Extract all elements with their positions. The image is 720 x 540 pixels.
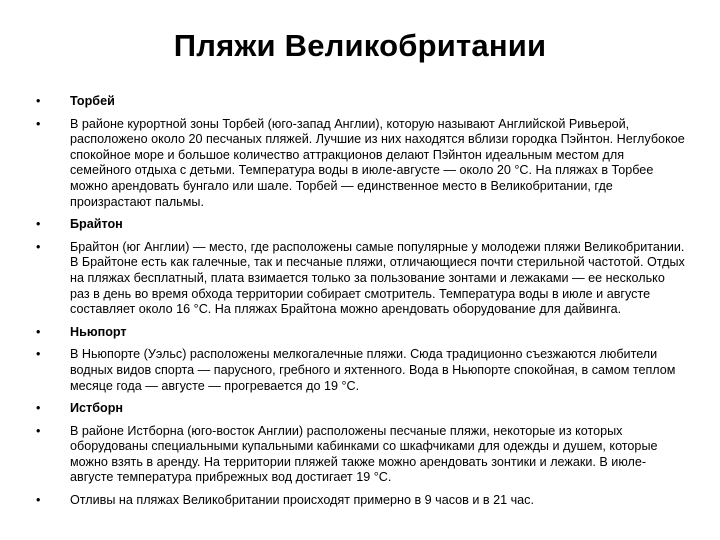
bullet-icon: • [36, 401, 41, 416]
bullet-item-brighton-heading [36, 217, 686, 233]
bullet-icon: • [36, 94, 41, 108]
bullet-item-torbay-heading [36, 94, 686, 110]
bullet-list [36, 94, 686, 516]
bullet-icon: • [36, 347, 41, 362]
bullet-text: Ньюпорт [70, 324, 127, 339]
bullet-item-brighton-description [36, 240, 686, 318]
bullet-text: Торбей [70, 94, 115, 108]
slide-title: Пляжи Великобритании [173, 28, 547, 63]
bullet-item-tides [36, 493, 686, 509]
bullet-icon: • [36, 423, 41, 438]
bullet-icon: • [36, 217, 41, 232]
bullet-text: Истборн [70, 401, 123, 416]
bullet-icon: • [36, 239, 41, 254]
bullet-icon: • [36, 116, 41, 131]
bullet-text: В районе Истборна (юго-восток Англии) расположены песчаные пляжи, некоторые из которых оборудованы специальными купальными кабинками со шкафчиками для одежды и душем, которые можно взять в аренду. На территории пляжей также можно арендовать зонтики и лежаки. В июле-августе температура прибрежных вод достигает 19 °С. [70, 423, 658, 485]
bullet-text: Отливы на пляжах Великобритании происходят примерно в 9 часов и в 21 час. [70, 493, 534, 508]
bullet-item-newport-description [36, 347, 686, 394]
bullet-item-eastbourne-description [36, 424, 686, 486]
bullet-icon: • [36, 324, 41, 339]
bullet-item-torbay-description [36, 117, 686, 211]
bullet-item-eastbourne-heading [36, 401, 686, 417]
bullet-text: Брайтон [70, 217, 123, 232]
bullet-text: В Ньюпорте (Уэльс) расположены мелкогалечные пляжи. Сюда традиционно съезжаются любители водных видов спорта — парусного, гребного и яхтенного. Вода в Ньюпорте спокойная, в самом теплом месяце года — августе — прогревается до 19 °С. [70, 347, 676, 393]
bullet-text: В районе курортной зоны Торбей (юго-запад Англии), которую называют Английской Ривьерой, расположено около 20 песчаных пляжей. Лучшие из них находятся вблизи городка Пэйнтон. Неглубокое спокойное море и большое количество аттракционов делают Пэйнтон идеальным местом для семейного отдыха с детьми. Температура воды в июле-августе — около 20 °С. На пляжах в Торбее можно арендовать бунгало или шале. Торбей — единственное место в Великобритании, где произрастают пальмы. [70, 116, 685, 209]
bullet-icon: • [36, 493, 41, 508]
bullet-text: Брайтон (юг Англии) — место, где расположены самые популярные у молодежи пляжи Великобритании. В Брайтоне есть как галечные, так и песчаные пляжи, отличающиеся почти стерильной частотой. Отдых на пляжах бесплатный, плата взимается только за пользование зонтами и лежаками — ее несколько раз в день во время обхода территории собирает смотритель. Температура воды в июле и августе составляет около 16 °С. На пляжах Брайтона можно арендовать оборудование для дайвинга. [70, 239, 685, 317]
bullet-item-newport-heading [36, 325, 686, 341]
